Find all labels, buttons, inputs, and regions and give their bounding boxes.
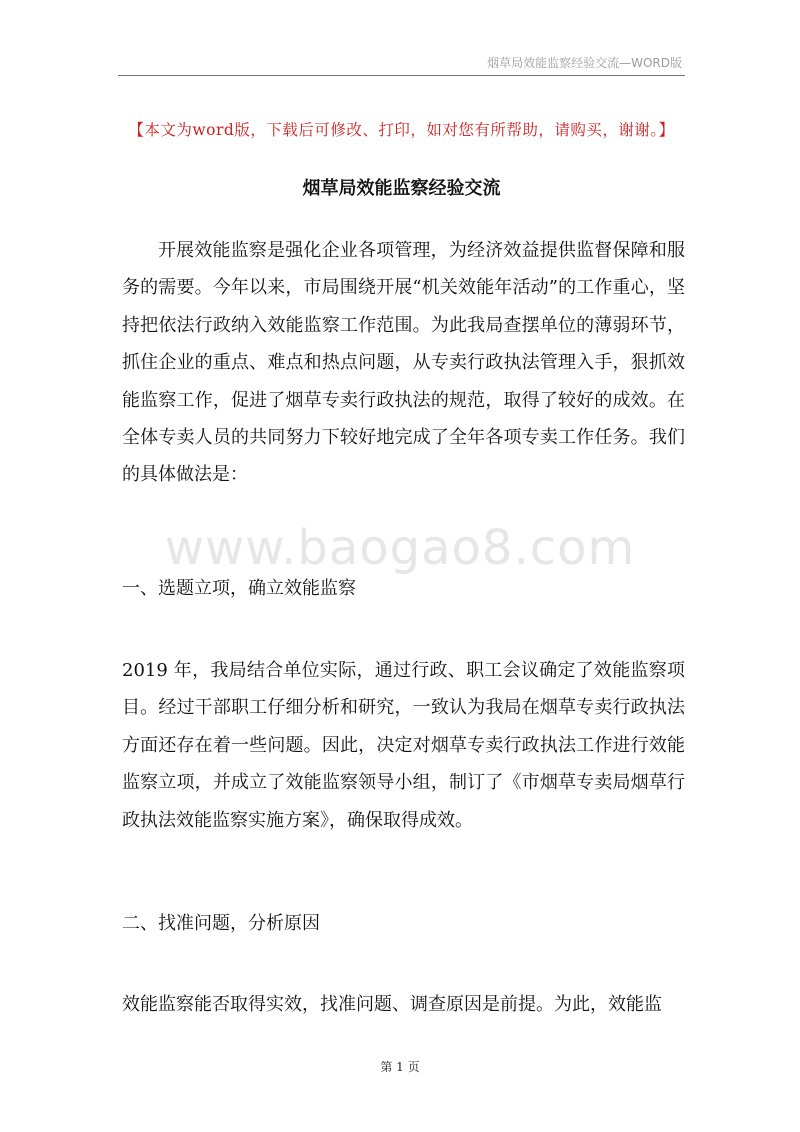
header-divider — [118, 75, 685, 76]
purchase-notice: 【本文为word版，下载后可修改、打印，如对您有所帮助，请购买，谢谢。】 — [128, 121, 675, 139]
section-paragraph-1: 2019 年，我局结合单位实际，通过行政、职工会议确定了效能监察项目。经过干部职工仔细分析和研究，一致认为我局在烟草专卖行政执法方面还存在着一些问题。因此，决定对烟草专卖行政执法工作进行效能监察立项，并成立了效能监察领导小组，制订了《市烟草专卖局烟草行政执法效能监察实施方案》，确保取得成效。 — [122, 660, 685, 831]
running-header: 烟草局效能监察经验交流—WORD版 — [487, 56, 682, 70]
watermark: www.baogao8.com — [164, 520, 636, 576]
document-title: 烟草局效能监察经验交流 — [302, 178, 501, 199]
page-number: 第 1 页 — [380, 1060, 420, 1074]
section-heading-2: 二、找准问题，分析原因 — [122, 913, 320, 934]
intro-paragraph: 开展效能监察是强化企业各项管理，为经济效益提供监督保障和服务的需要。今年以来，市局围绕开展“机关效能年活动”的工作重心，坚持把依法行政纳入效能监察工作范围。为此我局查摆单位的薄弱环节，抓住企业的重点、难点和热点问题，从专卖行政执法管理入手，狠抓效能监察工作，促进了烟草专卖行政执法的规范，取得了较好的成效。在全体专卖人员的共同努力下较好地完成了全年各项专卖工作任务。我们的具体做法是： — [122, 240, 685, 486]
section-heading-1: 一、选题立项，确立效能监察 — [122, 578, 356, 599]
section-paragraph-2: 效能监察能否取得实效，找准问题、调查原因是前提。为此，效能监 — [122, 994, 662, 1015]
